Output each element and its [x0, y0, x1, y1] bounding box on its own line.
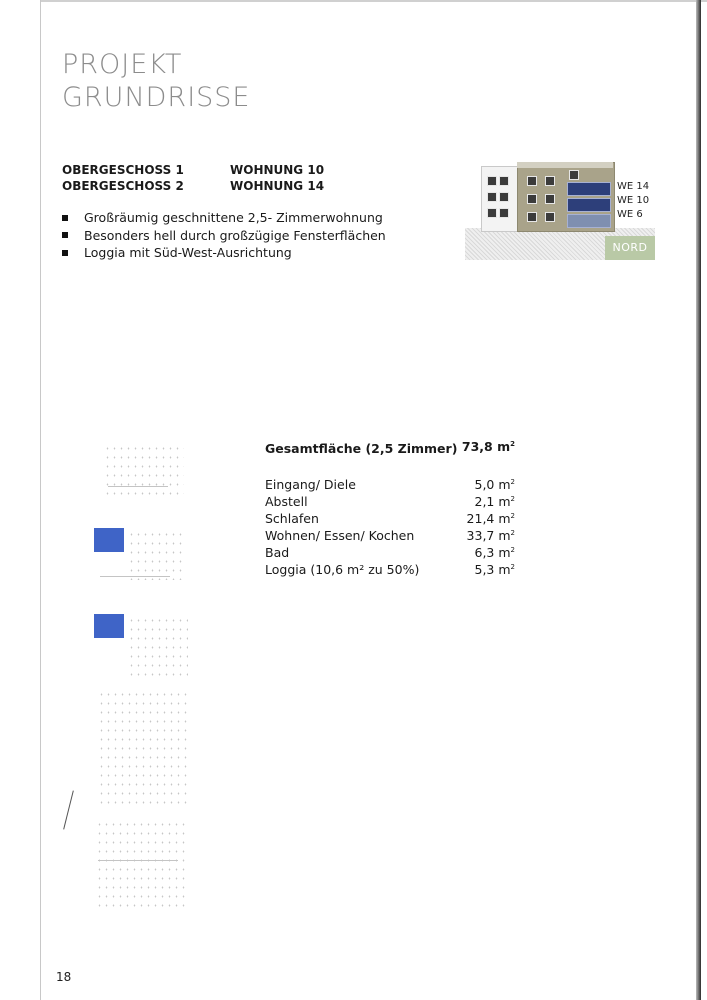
plan-hatch: [104, 444, 184, 496]
window-icon: [527, 194, 537, 204]
window-icon: [545, 176, 555, 186]
page-title-line-1: PROJEKT: [62, 49, 183, 80]
room-area-number: 33,7 m: [466, 528, 511, 543]
loggia-highlight-we14: [567, 182, 611, 196]
feature-item: [62, 244, 386, 262]
scan-edge-left: [40, 0, 41, 1000]
unit-label: WOHNUNG 10: [230, 163, 325, 177]
window-icon: [487, 176, 497, 186]
unit-level-labels: [617, 180, 649, 222]
bullet-square-icon: [62, 232, 68, 238]
window-icon: [487, 192, 497, 202]
room-area-number: 2,1 m: [474, 494, 511, 509]
room-area: [475, 561, 516, 578]
total-area-number: 73,8 m: [461, 439, 511, 454]
unit-exponent: 2: [510, 440, 515, 448]
room-area: [475, 476, 516, 493]
window-icon: [499, 192, 509, 202]
window-icon: [487, 208, 497, 218]
bullet-square-icon: [62, 250, 68, 256]
room-area-list: [265, 476, 515, 578]
floor-label: OBERGESCHOSS 2: [62, 179, 184, 193]
floor-plan-faint: [88, 440, 208, 920]
floor-label: OBERGESCHOSS 1: [62, 163, 184, 177]
unit-exponent: 2: [510, 546, 515, 554]
window-icon: [527, 176, 537, 186]
room-name: Abstell: [265, 494, 308, 509]
total-area-label: Gesamtfläche (2,5 Zimmer): [265, 441, 458, 456]
room-area: [475, 544, 516, 561]
plan-hatch: [98, 690, 188, 810]
page-number: 18: [56, 970, 72, 984]
room-row: [265, 527, 515, 544]
floor-row: [62, 162, 324, 178]
window-icon: [499, 176, 509, 186]
feature-text: Loggia mit Süd-West-Ausrichtung: [84, 245, 292, 260]
unit-exponent: 2: [510, 478, 515, 486]
room-name: Eingang/ Diele: [265, 477, 356, 492]
room-row: [265, 510, 515, 527]
plan-stroke: [63, 790, 74, 829]
room-area: [467, 527, 515, 544]
total-area-value: [462, 439, 515, 454]
unit-level-label: WE 14: [617, 181, 650, 192]
room-area: [475, 493, 516, 510]
room-name: Schlafen: [265, 511, 319, 526]
plan-wall-line: [98, 860, 178, 861]
window-icon: [545, 212, 555, 222]
room-name: Bad: [265, 545, 290, 560]
plan-hatch: [96, 820, 186, 910]
page-title: [62, 48, 251, 114]
unit-exponent: 2: [510, 512, 515, 520]
feature-list: [62, 209, 386, 262]
scan-edge-right: [696, 0, 701, 1000]
room-area-number: 6,3 m: [474, 545, 511, 560]
facade-roof: [517, 162, 613, 168]
unit-exponent: 2: [510, 563, 515, 571]
feature-text: Besonders hell durch großzügige Fensterflächen: [84, 227, 386, 243]
room-row: [265, 544, 515, 561]
plan-wall-line: [100, 576, 170, 577]
feature-item: [62, 209, 386, 227]
bullet-square-icon: [62, 215, 68, 221]
room-area: [467, 510, 515, 527]
feature-item: [62, 227, 386, 245]
room-area-number: 21,4 m: [466, 511, 511, 526]
unit-label: WOHNUNG 14: [230, 179, 325, 193]
room-name: Wohnen/ Essen/ Kochen: [265, 528, 415, 543]
window-icon: [499, 208, 509, 218]
loggia-highlight-we10: [567, 198, 611, 212]
window-icon: [545, 194, 555, 204]
room-row: [265, 476, 515, 493]
unit-level-label: WE 10: [617, 195, 650, 206]
plan-hatch: [128, 616, 188, 676]
floor-unit-list: [62, 162, 324, 194]
unit-exponent: 2: [510, 495, 515, 503]
orientation-badge: NORD: [605, 236, 655, 260]
feature-text: Großräumig geschnittene 2,5- Zimmerwohnung: [84, 210, 383, 225]
plan-hatch: [128, 530, 184, 580]
building-elevation-thumbnail: [465, 162, 655, 260]
plan-highlight-area: [94, 614, 124, 638]
window-icon: [527, 212, 537, 222]
room-row: [265, 493, 515, 510]
scan-edge-top: [40, 0, 707, 2]
floor-row: [62, 178, 324, 194]
room-area-number: 5,3 m: [474, 562, 511, 577]
plan-highlight-area: [94, 528, 124, 552]
unit-exponent: 2: [510, 529, 515, 537]
loggia-we6: [567, 214, 611, 228]
unit-level-label: WE 6: [617, 209, 643, 220]
page-title-line-2: GRUNDRISSE: [62, 82, 251, 113]
window-icon: [569, 170, 579, 180]
plan-wall-line: [108, 486, 168, 487]
room-name: Loggia (10,6 m² zu 50%): [265, 562, 420, 577]
room-row: [265, 561, 515, 578]
room-area-number: 5,0 m: [474, 477, 511, 492]
